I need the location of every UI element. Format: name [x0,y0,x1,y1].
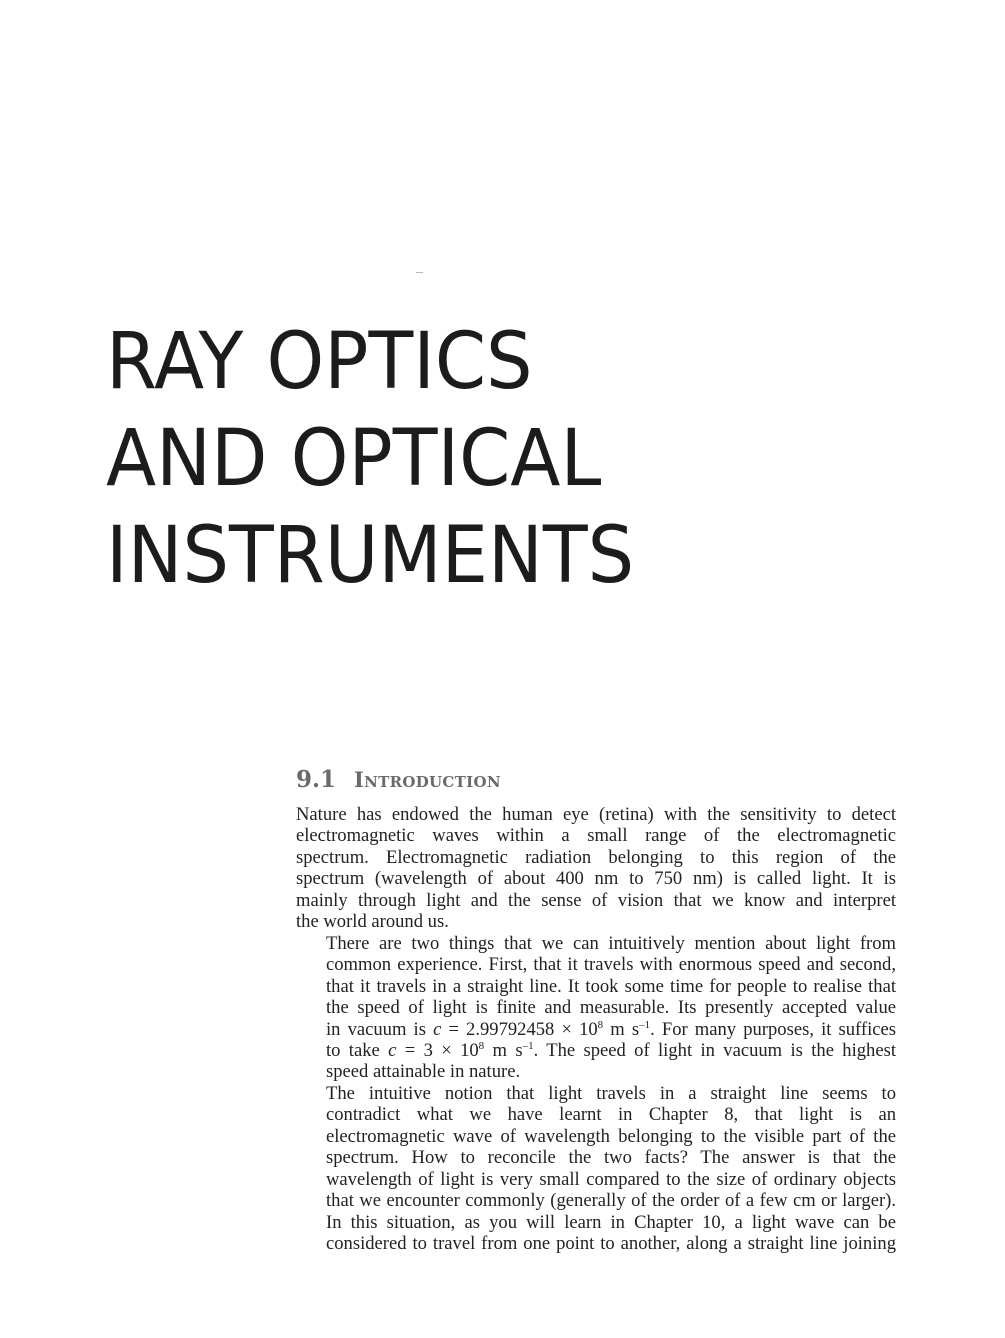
paragraph-2 [296,933,896,1083]
text-line: electromagnetic wave of wavelength belonging to the visible part of the [326,1125,896,1147]
unit-exponent: –1 [639,1018,651,1031]
section-title: Introduction [354,767,501,792]
exponent: 8 [478,1039,485,1052]
text-fragment: to take [326,1039,389,1061]
text-line: the world around us. [296,911,449,933]
paragraph-3 [296,1083,896,1255]
chapter-title-line-2: AND OPTICAL [106,414,602,504]
text-line: common experience. First, that it travels with enormous speed and second, [326,954,896,976]
text-line: spectrum. How to reconcile the two facts? The answer is that the [326,1147,896,1169]
exponent: 8 [597,1018,604,1031]
chapter-title-line-3: INSTRUMENTS [106,511,635,601]
text-line: the speed of light is finite and measurable. Its presently accepted value [326,997,896,1019]
text-line: There are two things that we can intuitively mention about light from [326,932,896,954]
text-line: spectrum. Electromagnetic radiation belonging to this region of the [296,846,896,868]
text-line: In this situation, as you will learn in Chapter 10, a light wave can be [326,1211,896,1233]
chapter-title [106,314,634,605]
text-line: considered to travel from one point to another, along a straight line joining [326,1233,896,1255]
text-line: electromagnetic waves within a small range of the electromagnetic [296,825,896,847]
paragraph-1 [296,804,896,933]
unit-exponent: –1 [522,1039,534,1052]
section-introduction [296,762,896,1255]
section-heading [296,762,896,798]
text-line: wavelength of light is very small compared to the size of ordinary objects [326,1168,896,1190]
formula-value: = 3 × 10 [396,1039,479,1061]
text-line: spectrum (wavelength of about 400 nm to 750 nm) is called light. It is [296,868,896,890]
text-fragment: in vacuum is [326,1018,434,1040]
text-line: mainly through light and the sense of vision that we know and interpret [296,889,896,911]
approx-speed-formula-line [296,1040,896,1061]
text-line: contradict what we have learnt in Chapter 8, that light is an [326,1104,896,1126]
text-line: The intuitive notion that light travels in a straight line seems to [326,1082,896,1104]
text-line: that it travels in a straight line. It took some time for people to realise that [326,975,896,997]
text-fragment: . The speed of light in vacuum is the highest [533,1039,897,1061]
math-variable-c: c [433,1018,442,1040]
speed-of-light-formula-line [296,1019,896,1040]
text-line: speed attainable in nature. [326,1061,521,1083]
section-number: 9.1 [296,766,337,793]
unit: m s [603,1018,640,1040]
text-line: Nature has endowed the human eye (retina) with the sensitivity to detect [296,804,896,825]
math-variable-c: c [388,1039,397,1061]
chapter-title-line-1: RAY OPTICS [106,317,533,407]
unit: m s [484,1039,523,1061]
text-line: that we encounter commonly (generally of the order of a few cm or larger). [326,1190,896,1212]
text-fragment: . For many purposes, it suffices [650,1018,897,1040]
formula-value: = 2.99792458 × 10 [441,1018,598,1040]
stray-print-mark [416,272,423,273]
